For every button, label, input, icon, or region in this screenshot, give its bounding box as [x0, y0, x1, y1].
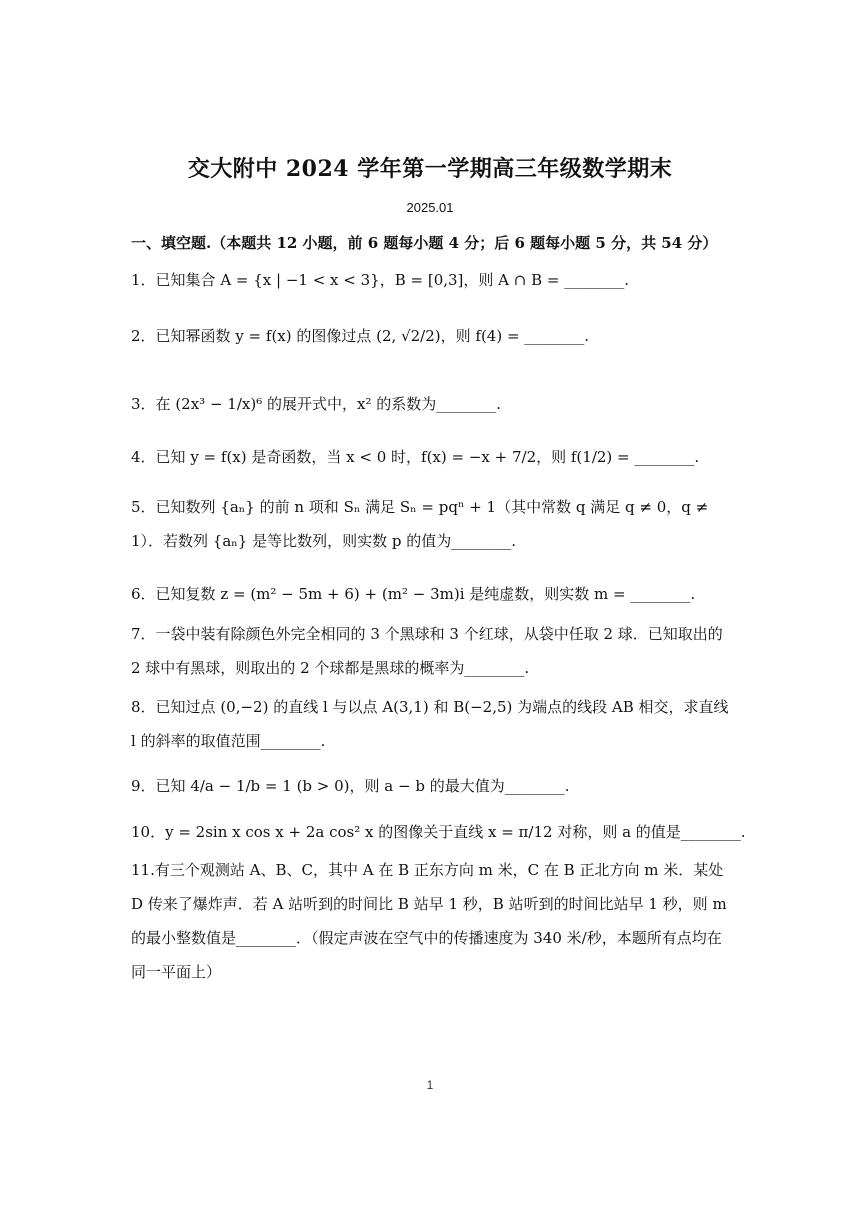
question-1: [131, 270, 731, 290]
question-number: 10．: [131, 823, 166, 841]
question-number: 6．: [131, 585, 156, 603]
question-number: 8．: [131, 698, 156, 716]
exam-date: 2025.01: [406, 200, 454, 215]
question-4: [131, 447, 731, 467]
question-text: 已知数列 {aₙ} 的前 n 项和 Sₙ 满足 Sₙ = pqⁿ + 1（其中常数 q 满足 q ≠ 0，q ≠ 1）．若数列 {aₙ} 是等比数列，则实数 p 的值为________.: [131, 498, 709, 550]
question-number: 11.: [131, 861, 155, 879]
question-11: [131, 853, 731, 989]
question-text: 一袋中装有除颜色外完全相同的 3 个黑球和 3 个红球，从袋中任取 2 球．已知取出的 2 球中有黑球，则取出的 2 个球都是黑球的概率为________.: [131, 625, 723, 677]
question-10: [131, 822, 746, 842]
question-text: 有三个观测站 A、B、C，其中 A 在 B 正东方向 m 米，C 在 B 正北方向 m 米．某处 D 传来了爆炸声．若 A 站听到的时间比 B 站早 1 秒，B 站听到的时间比站早 1 秒，则 m 的最小整数值是________．（假定声波在空气中的传播速度为 340 米/秒，本题所有点均在同一平面上）: [131, 861, 727, 981]
question-text: 已知 y = f(x) 是奇函数，当 x < 0 时，f(x) = −x + 7/2，则 f(1/2) = ________.: [155, 448, 700, 466]
question-number: 4．: [131, 448, 156, 466]
question-text: 已知复数 z = (m² − 5m + 6) + (m² − 3m)i 是纯虚数，则实数 m = ________.: [155, 585, 696, 603]
section-heading: 一、填空题.（本题共 12 小题，前 6 题每小题 4 分；后 6 题每小题 5 分，共 54 分）: [131, 234, 718, 252]
question-number: 3．: [131, 395, 156, 413]
question-text: 在 (2x³ − 1/x)⁶ 的展开式中，x² 的系数为________.: [155, 395, 501, 413]
question-6: [131, 584, 731, 604]
page-title: 交大附中 2024 学年第一学期高三年级数学期末: [187, 156, 673, 182]
question-text: 已知幂函数 y = f(x) 的图像过点 (2, √2/2)，则 f(4) = ________.: [155, 327, 590, 345]
question-number: 5．: [131, 498, 156, 516]
question-2: [131, 326, 731, 346]
question-text: 已知过点 (0,−2) 的直线 l 与以点 A(3,1) 和 B(−2,5) 为端点的线段 AB 相交，求直线 l 的斜率的取值范围________.: [131, 698, 729, 750]
question-7: [131, 617, 731, 685]
question-9: [131, 776, 731, 796]
question-number: 9．: [131, 777, 156, 795]
question-8: [131, 690, 731, 758]
question-number: 1．: [131, 271, 156, 289]
question-5: [131, 490, 731, 558]
question-number: 7．: [131, 625, 156, 643]
page-number: 1: [426, 1078, 434, 1092]
question-3: [131, 394, 731, 414]
question-text: 已知 4/a − 1/b = 1 (b > 0)，则 a − b 的最大值为________.: [155, 777, 570, 795]
question-text: 已知集合 A = {x | −1 < x < 3}，B = [0,3]，则 A ∩ B = ________.: [155, 271, 629, 289]
question-text: y = 2sin x cos x + 2a cos² x 的图像关于直线 x = π/12 对称，则 a 的值是________.: [165, 823, 746, 841]
question-number: 2．: [131, 327, 156, 345]
